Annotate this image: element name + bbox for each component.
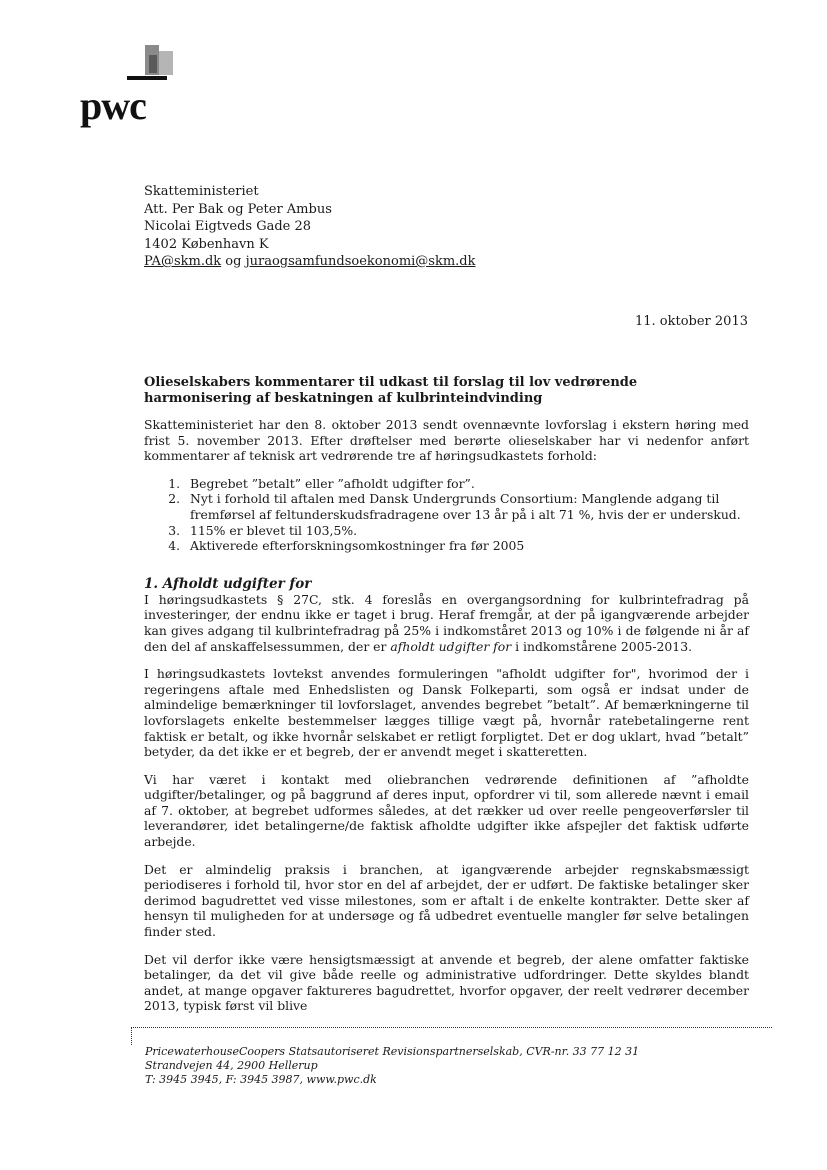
topic-list bbox=[144, 476, 749, 554]
footer bbox=[145, 1045, 639, 1087]
recipient-line: Att. Per Bak og Peter Ambus bbox=[144, 201, 332, 217]
pwc-logo-text: pwc bbox=[80, 83, 146, 128]
list-item: 1. Begrebet ”betalt” eller ”afholdt udgifter for”. bbox=[184, 476, 749, 492]
intro-paragraph: Skatteministeriet har den 8. oktober 2013 sendt ovennævnte lovforslag i ekstern høring med frist 5. november 2013. Efter drøftelser med berørte olieselskaber har vi nedenfor anført kommentarer af teknisk art vedrørende tre af høringsudkastets forhold: bbox=[144, 417, 749, 464]
letter-title: Olieselskabers kommentarer til udkast til forslag til lov vedrørende harmonisering af beskatningen af kulbrinteindvinding bbox=[144, 375, 638, 406]
footer-divider-tick bbox=[131, 1027, 132, 1045]
section-paragraph: Vi har været i kontakt med oliebranchen vedrørende definitionen af ”afholdte udgifter/betalinger, og på baggrund af deres input, opfordrer vi til, som allerede nævnt i email af 7. oktober, at begrebet udformes således, at det rækker ud over reelle pengeoverførsler til leverandører, idet betalingerne/de faktisk afholdte udgifter ikke afspejler det faktisk udførte arbejde. bbox=[144, 771, 749, 850]
pwc-logo-mark-icon bbox=[127, 45, 187, 85]
footer-divider bbox=[131, 1027, 772, 1028]
letter-date: 11. oktober 2013 bbox=[634, 314, 748, 329]
letter-body bbox=[144, 375, 749, 1026]
section-paragraph bbox=[144, 592, 749, 654]
section-heading: 1. Afholdt udgifter for bbox=[144, 575, 312, 592]
footer-address: Strandvejen 44, 2900 Hellerup bbox=[145, 1059, 318, 1072]
section-paragraph: Det er almindelig praksis i branchen, at igangværende arbejder regnskabsmæssigt periodiseres i forhold til, hvor stor en del af arbejdet, der er udført. De faktiske betalinger sker derimod bagudrettet ved visse milestones, som er aftalt i de enkelte kontrakter. Dette sker af hensyn til muligheden for at undersøge og få udbedret eventuelle mangler før selve betalingen finder sted. bbox=[144, 861, 749, 940]
email-link-jura[interactable]: juraogsamfundsoekonomi@skm.dk bbox=[245, 254, 476, 269]
section-paragraph: Det vil derfor ikke være hensigtsmæssigt at anvende et begreb, der alene omfatter faktiske betalinger, da det vil give både reelle og administrative udfordringer. Dette skyldes blandt andet, at mange opgaver faktureres bagudrettet, hvorfor opgaver, der reelt vedrører december 2013, typisk først vil blive bbox=[144, 951, 749, 1014]
emphasis-text: afholdt udgifter for bbox=[390, 638, 512, 654]
email-separator: og bbox=[221, 254, 246, 269]
list-item: 3. 115% er blevet til 103,5%. bbox=[184, 523, 749, 539]
footer-company: PricewaterhouseCoopers Statsautoriseret Revisionspartnerselskab, CVR-nr. 33 77 12 31 bbox=[145, 1045, 640, 1058]
recipient-address bbox=[144, 183, 476, 271]
recipient-line: 1402 København K bbox=[144, 236, 269, 252]
recipient-emails bbox=[144, 253, 476, 271]
list-item: 2. Nyt i forhold til aftalen med Dansk Undergrunds Consortium: Manglende adgang til fremførsel af feltunderskudsfradragene over 13 år på i alt 71 %, hvis der er underskud. bbox=[184, 491, 749, 522]
section-paragraph: I høringsudkastets lovtekst anvendes formuleringen "afholdt udgifter for", hvorimod der i regeringens aftale med Enhedslisten og Dansk Folkeparti, som også er indsat under de almindelige bemærkninger til lovforslaget, anvendes begrebet ”betalt”. Af bemærkningerne til lovforslagets enkelte bestemmelser lægges tillige vægt på, hvornår ratebetalingerne rent faktisk er betalt, og ikke hvornår selskabet er retligt forpligtet. Det er dog uklart, hvad ”betalt” betyder, da det ikke er et begreb, der er anvendt meget i skatteretten. bbox=[144, 666, 749, 760]
footer-contact: T: 3945 3945, F: 3945 3987, www.pwc.dk bbox=[145, 1073, 377, 1086]
paragraph-text: I høringsudkastets § 27C, stk. 4 foreslås en overgangsordning for kulbrintefradrag på investeringer, der endnu ikke er taget i brug. Heraf fremgår, at der på igangværende arbejder kan gives adgang til kulbrintefradrag på 25% i indkomståret 2013 og 10% i de følgende ni år af den del af anskaffelsessummen, der er bbox=[144, 591, 749, 654]
recipient-line: Nicolai Eigtveds Gade 28 bbox=[144, 219, 312, 234]
email-link-pa[interactable]: PA@skm.dk bbox=[144, 254, 222, 269]
paragraph-text: i indkomstårene 2005-2013. bbox=[511, 638, 693, 654]
recipient-line: Skatteministeriet bbox=[144, 184, 259, 199]
list-item: 4. Aktiverede efterforskningsomkostninger fra før 2005 bbox=[184, 538, 749, 554]
